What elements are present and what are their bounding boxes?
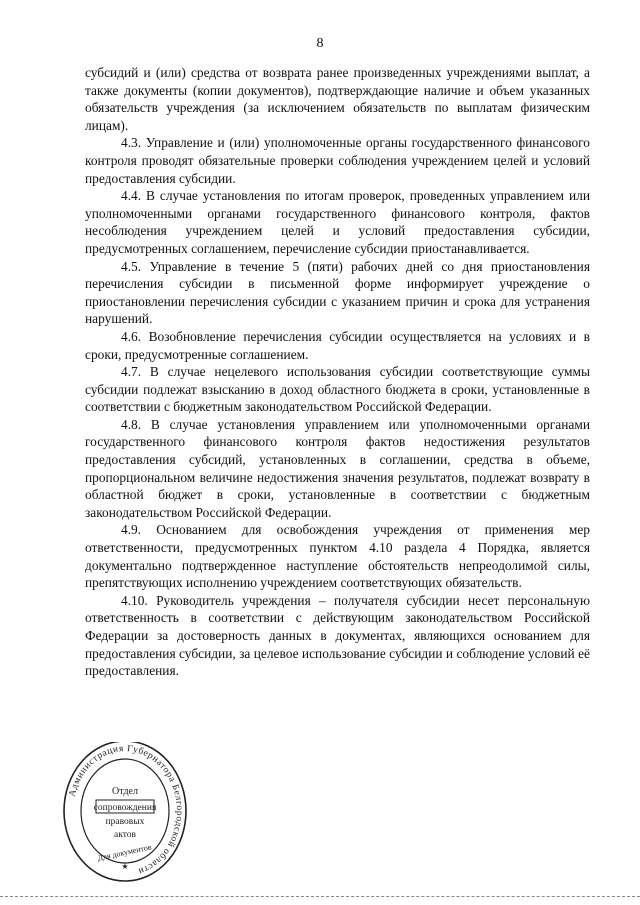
paragraph-4-9: 4.9. Основанием для освобождения учреждения от применения мер ответственности, предусмотренных пунктом 4.10 раздела 4 Порядка, является документально подтвержденное наступление обстоятельств непреодолимой силы, препятствующих исполнению учреждением соответствующих обязательств. xyxy=(85,522,590,591)
paragraph-4-6: 4.6. Возобновление перечисления субсидии осуществляется на условиях и в сроки, предусмотренные соглашением. xyxy=(85,328,590,362)
document-body xyxy=(85,64,590,680)
stamp-star-icon: ★ xyxy=(121,862,129,871)
stamp-line-3: правовых xyxy=(105,817,145,827)
paragraph-4-3: 4.3. Управление и (или) уполномоченные органы государственного финансового контроля проводят обязательные проверки соблюдения учреждением целей и условий предоставления субсидии. xyxy=(85,135,590,186)
paragraph-4-4: 4.4. В случае установления по итогам проверок, проведенных управлением или уполномоченными органами государственного финансового контроля, фактов несоблюдения учреждением целей и условий предоставления субсидии, предусмотренных соглашением, перечисление субсидии приостанавливается. xyxy=(85,188,590,256)
paragraph-4-8: 4.8. В случае установления управлением или уполномоченными органами государственного финансового контроля фактов недостижения результатов предоставления субсидий, установленных в соглашении, средства в объеме, пропорциональном величине недостижения значения результатов, подлежат возврату в областной бюджет в сроки, установленные в соответствии с бюджетным законодательством Российской Федерации. xyxy=(85,416,590,520)
stamp-line-4: актов xyxy=(114,830,136,840)
paragraph-4-10: 4.10. Руководитель учреждения – получателя субсидии несет персональную ответственность в соответствии с действующим законодательством Российской Федерации за достоверность данных в документах, являющихся основанием для предоставления субсидии, за целевое использование субсидии и соблюдение условий её предоставления. xyxy=(85,592,590,679)
paragraph-4-5: 4.5. Управление в течение 5 (пяти) рабочих дней со дня приостановления перечисления субсидии в письменной форме информирует учреждение о приостановлении перечисления субсидии с указанием причин и срока для устранения нарушений. xyxy=(85,258,590,327)
stamp-line-2: сопровождения xyxy=(93,803,157,813)
paragraph-continuation: субсидий и (или) средства от возврата ранее произведенных учреждениями выплат, а также документы (копии документов), подтверждающие наличие и объем указанных обязательств учреждения (за исключением обязательств по выплатам физическим лицам). xyxy=(85,65,590,133)
stamp-outer-text: Администрация Губернатора Белгородской области xyxy=(67,743,185,876)
page-number: 8 xyxy=(316,36,324,51)
stamp-bottom-text: Для документов xyxy=(96,842,153,863)
paragraph-4-7: 4.7. В случае нецелевого использования субсидии соответствующие суммы субсидии подлежат взысканию в доход областного бюджета в сроки, установленные в соответствии с бюджетным законодательством Российской Федерации. xyxy=(85,364,590,415)
stamp-line-1: Отдел xyxy=(112,786,138,797)
page-bottom-rule xyxy=(0,896,640,897)
official-stamp xyxy=(62,742,188,884)
